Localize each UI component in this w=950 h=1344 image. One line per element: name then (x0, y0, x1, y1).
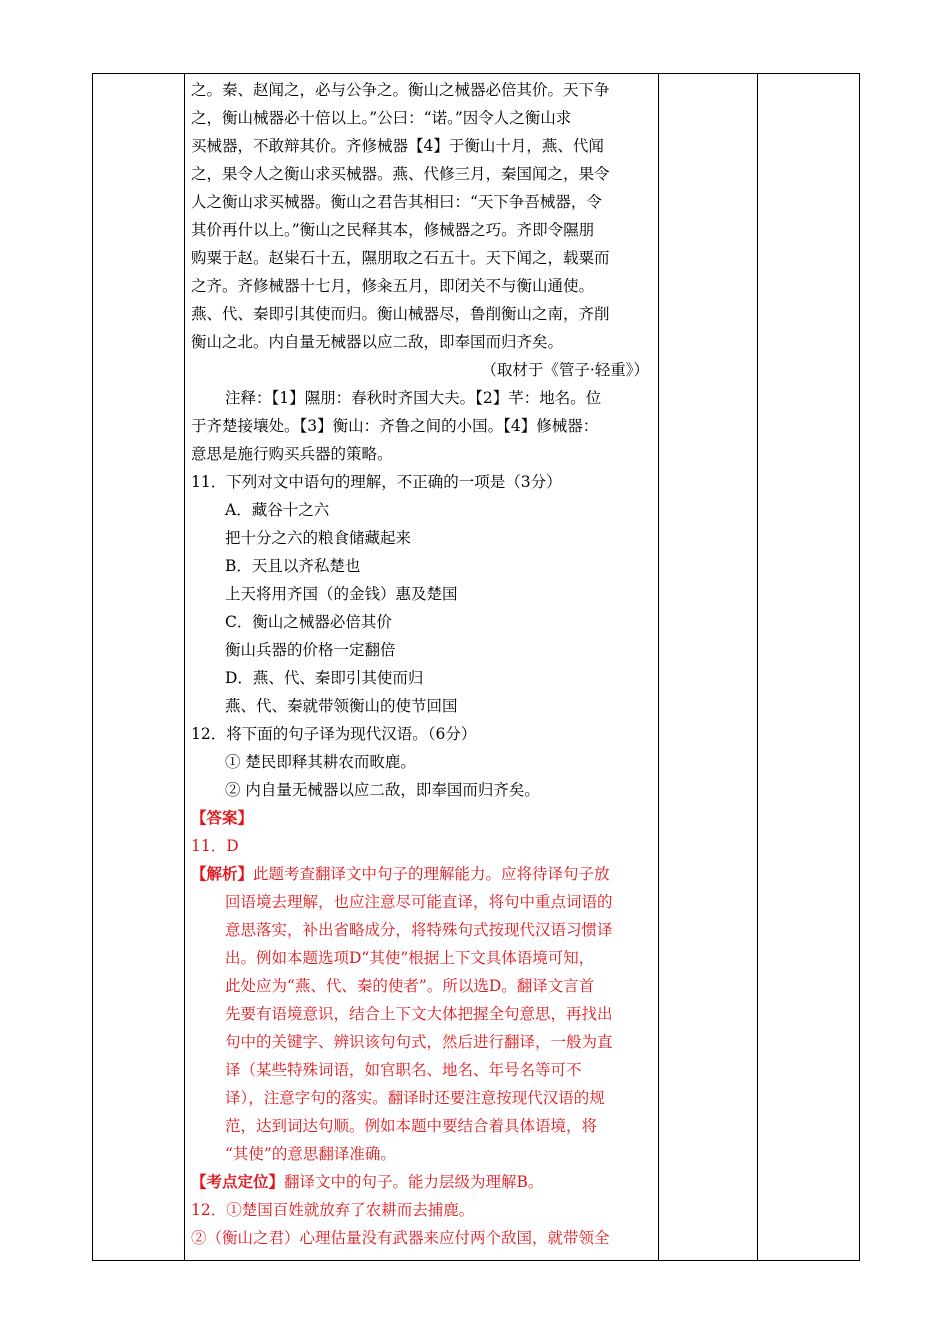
answer-12-1: 12．①楚国百姓就放弃了农耕而去捕鹿。 (191, 1201, 475, 1219)
analysis-line: 句中的关键字、辨识该句句式，然后进行翻译，一般为直 (225, 1033, 613, 1051)
q11-option-gloss: 衡山兵器的价格一定翻倍 (225, 641, 396, 659)
analysis-first-line (191, 860, 651, 888)
layout-table (92, 73, 860, 1261)
q11-option-gloss: 燕、代、秦就带领衡山的使节回国 (225, 697, 458, 715)
answer-label: 【答案】 (191, 808, 254, 827)
passage-line: 买械器，不敢辩其价。齐修械器【4】于衡山十月，燕、代闻 (191, 137, 604, 155)
q11-option: C．衡山之械器必倍其价 (225, 613, 392, 631)
analysis-line: 出。例如本题选项D“其使”根据上下文具体语境可知， (225, 949, 595, 967)
passage-line: 人之衡山求买械器。衡山之君告其相曰：“天下争吾械器，令 (191, 193, 602, 211)
q12-item: ① 楚民即释其耕农而畋鹿。 (225, 753, 416, 771)
analysis-label: 【解析】 (191, 864, 254, 883)
analysis-line: 意思落实，补出省略成分，将特殊句式按现代汉语习惯译 (225, 921, 613, 939)
kaodian-label: 【考点定位】 (191, 1172, 285, 1191)
kaodian-text: 翻译文中的句子。能力层级为理解B。 (284, 1173, 544, 1191)
answer-11: 11．D (191, 837, 239, 855)
passage-line: 之，果令人之衡山求买械器。燕、代修三月，秦国闻之，果令 (191, 165, 610, 183)
q11-option-gloss: 把十分之六的粮食储藏起来 (225, 529, 412, 547)
answer-12-2: ②（衡山之君）心理估量没有武器来应付两个敌国，就带领全 (191, 1229, 610, 1247)
notes-line: 意思是施行购买兵器的策略。 (191, 445, 393, 463)
analysis-line: 译（某些特殊词语，如官职名、地名、年号名等可不 (225, 1061, 582, 1079)
kaodian-line (191, 1168, 651, 1196)
passage-line: 之齐。齐修械器十七月，修籴五月，即闭关不与衡山通使。 (191, 277, 595, 295)
passage-line: 衡山之北。内自量无械器以应二敌，即奉国而归齐矣。 (191, 333, 564, 351)
question-11-stem: 11．下列对文中语句的理解，不正确的一项是（3分） (191, 473, 562, 491)
analysis-line: 先要有语境意识，结合上下文大体把握全句意思，再找出 (225, 1005, 613, 1023)
analysis-text: 此题考查翻译文中句子的理解能力。应将待译句子放 (253, 865, 610, 883)
passage-line: 其价再什以上。”衡山之民释其本，修械器之巧。齐即令隰朋 (191, 221, 595, 239)
source-citation: （取材于《管子·轻重》） (481, 361, 649, 379)
analysis-line: 译），注意字句的落实。翻译时还要注意按现代汉语的规 (225, 1089, 605, 1107)
analysis-line: 范，达到词达句顺。例如本题中要结合着具体语境，将 (225, 1117, 598, 1135)
passage-line: 购粟于赵。赵粜石十五，隰朋取之石五十。天下闻之，载粟而 (191, 249, 610, 267)
passage-line: 燕、代、秦即引其使而归。衡山械器尽，鲁削衡山之南，齐削 (191, 305, 610, 323)
column-divider-3 (757, 74, 758, 1260)
q12-item: ② 内自量无械器以应二敌，即奉国而归齐矣。 (225, 781, 540, 799)
q11-option: A．藏谷十之六 (225, 501, 330, 519)
notes-line: 注释：【1】隰朋：春秋时齐国大夫。【2】芊：地名。位 (225, 389, 602, 407)
column-divider-2 (658, 74, 659, 1260)
analysis-line: 回语境去理解，也应注意尽可能直译，将句中重点词语的 (225, 893, 613, 911)
analysis-line: 此处应为“燕、代、秦的使者”。所以选D。翻译文言首 (225, 977, 595, 995)
column-divider-1 (184, 74, 185, 1260)
q11-option: B．天且以齐私楚也 (225, 557, 361, 575)
content-cell (191, 76, 651, 1252)
passage-line: 之。秦、赵闻之，必与公争之。衡山之械器必倍其价。天下争 (191, 81, 610, 99)
analysis-line: “其使”的意思翻译准确。 (225, 1145, 396, 1163)
notes-line: 于齐楚接壤处。【3】衡山：齐鲁之间的小国。【4】修械器： (191, 417, 599, 435)
q11-option-gloss: 上天将用齐国（的金钱）惠及楚国 (225, 585, 458, 603)
question-12-stem: 12．将下面的句子译为现代汉语。（6分） (191, 725, 477, 743)
passage-line: 之，衡山械器必十倍以上。”公曰：“诺。”因令人之衡山求 (191, 109, 572, 127)
q11-option: D．燕、代、秦即引其使而归 (225, 669, 424, 687)
